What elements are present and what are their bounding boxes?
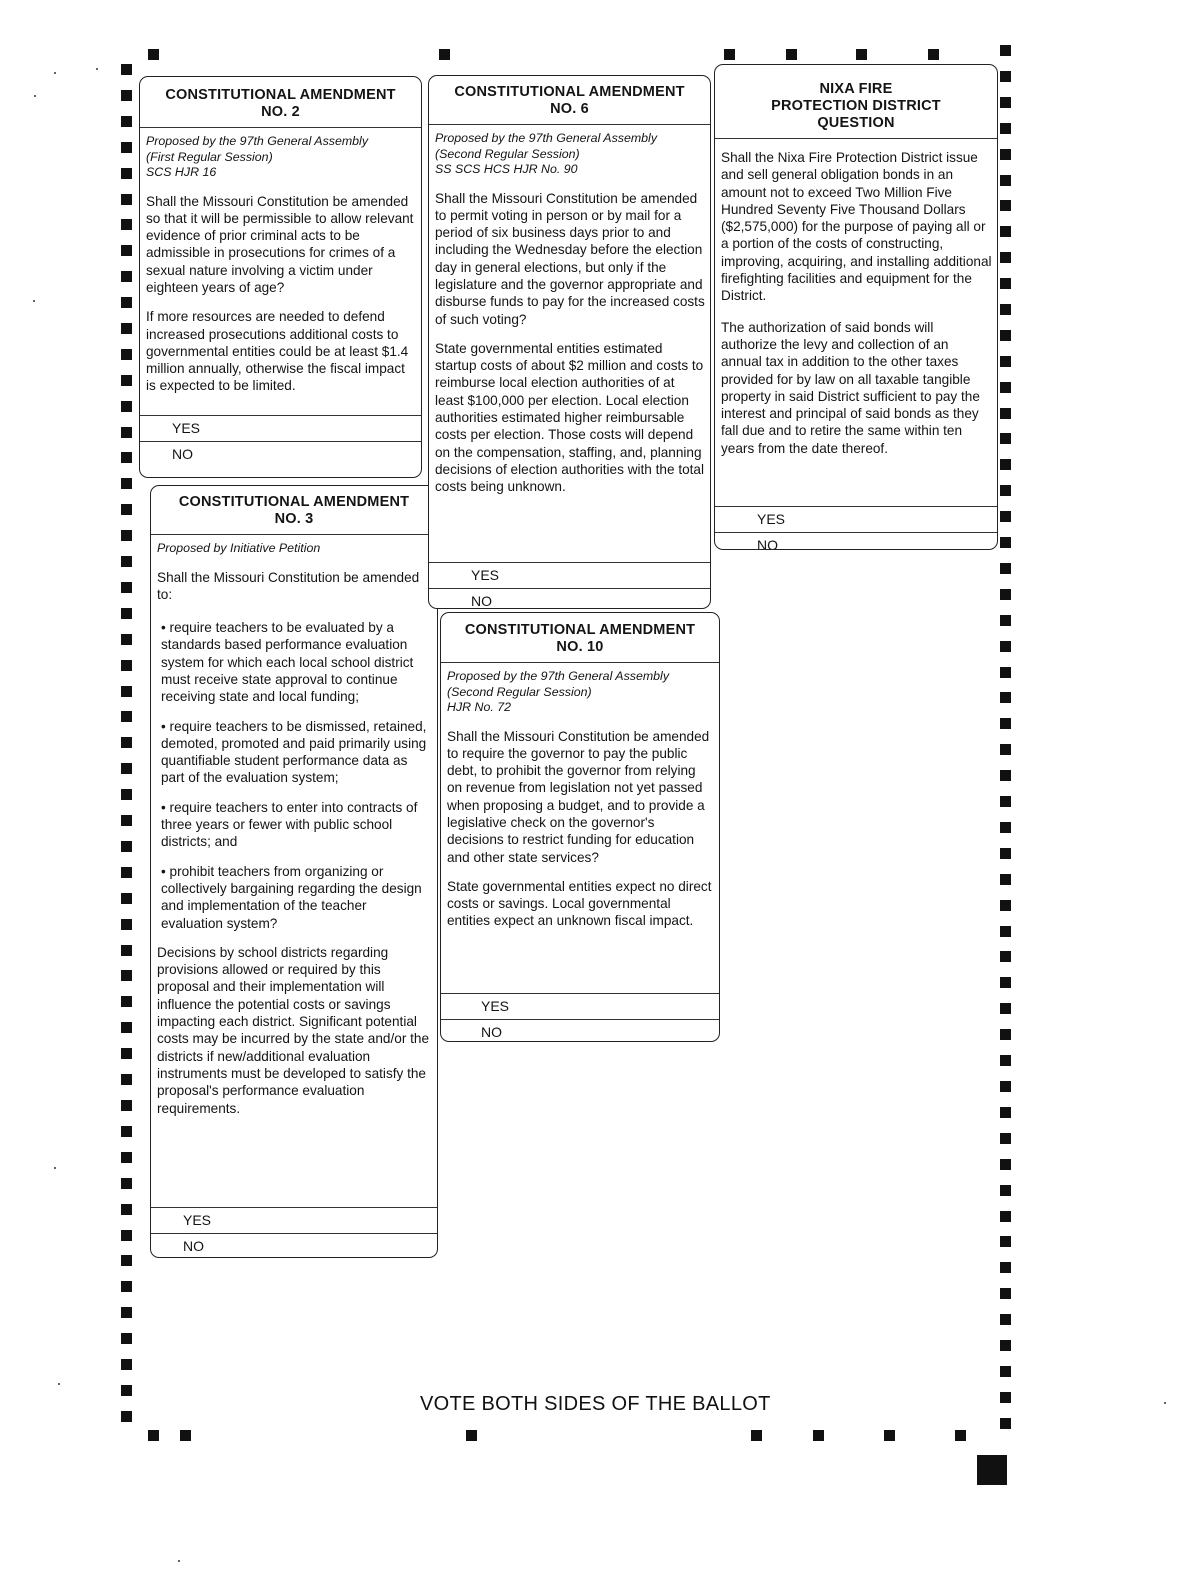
timing-mark: [1000, 356, 1011, 367]
proposer-line: HJR No. 72: [447, 700, 512, 714]
timing-mark: [1000, 1003, 1011, 1014]
timing-mark: [121, 349, 132, 360]
proposer-info: [157, 541, 432, 557]
timing-mark: [121, 608, 132, 619]
timing-mark: [1000, 1211, 1011, 1222]
timing-mark: [786, 49, 797, 60]
question-bullet: • require teachers to be evaluated by a standards based performance evaluation system for which each local school district must receive state approval to continue receiving state and local funding;: [161, 620, 414, 705]
title-line: NO. 10: [556, 639, 604, 655]
timing-mark: [1000, 1236, 1011, 1247]
question-bullet: • prohibit teachers from organizing or collectively bargaining regarding the design and implementation of the teacher evaluation system?: [161, 863, 422, 931]
timing-mark: [121, 1204, 132, 1215]
proposer-line: SS SCS HCS HJR No. 90: [435, 162, 578, 176]
timing-mark: [121, 1281, 132, 1292]
timing-mark: [1000, 1081, 1011, 1092]
title-line: CONSTITUTIONAL AMENDMENT: [165, 87, 396, 103]
amendment-10-contest: [440, 612, 720, 1042]
timing-mark: [1000, 1133, 1011, 1144]
timing-mark: [1000, 433, 1011, 444]
timing-mark: [1000, 97, 1011, 108]
timing-mark: [1000, 1366, 1011, 1377]
timing-mark: [1000, 1262, 1011, 1273]
yes-option[interactable]: YES: [429, 562, 710, 588]
title-line: CONSTITUTIONAL AMENDMENT: [178, 494, 410, 510]
title-line: NO. 6: [550, 101, 589, 117]
timing-mark: [121, 1022, 132, 1033]
timing-mark: [121, 815, 132, 826]
timing-mark: [1000, 71, 1011, 82]
timing-mark: [121, 841, 132, 852]
timing-mark: [121, 1100, 132, 1111]
timing-mark: [1000, 1340, 1011, 1351]
timing-mark: [1000, 1029, 1011, 1040]
timing-mark: [1000, 718, 1011, 729]
yes-option[interactable]: YES: [151, 1207, 437, 1233]
timing-mark: [121, 737, 132, 748]
proposer-info: [435, 131, 705, 178]
timing-mark: [1000, 537, 1011, 548]
stray-dot: [1164, 1402, 1166, 1404]
timing-mark: [1000, 459, 1011, 470]
timing-mark: [121, 168, 132, 179]
timing-mark: [121, 789, 132, 800]
timing-mark: [1000, 848, 1011, 859]
timing-mark: [1000, 951, 1011, 962]
title-line: NO. 3: [274, 511, 314, 527]
proposer-line: (Second Regular Session): [435, 146, 580, 161]
timing-mark: [1000, 1159, 1011, 1170]
contest-title: [140, 77, 421, 128]
timing-mark: [1000, 926, 1011, 937]
proposer-line: Proposed by Initiative Petition: [157, 541, 321, 555]
title-line: CONSTITUTIONAL AMENDMENT: [464, 622, 696, 638]
timing-mark: [1000, 615, 1011, 626]
title-line: NO. 2: [261, 104, 300, 120]
stray-dot: [33, 300, 35, 302]
timing-mark: [121, 271, 132, 282]
timing-mark: [1000, 149, 1011, 160]
timing-mark: [1000, 977, 1011, 988]
timing-mark: [466, 1430, 477, 1441]
timing-mark: [121, 504, 132, 515]
timing-mark: [121, 1359, 132, 1370]
timing-mark: [1000, 252, 1011, 263]
timing-mark: [121, 64, 132, 75]
timing-mark: [724, 49, 735, 60]
proposer-line: Proposed by the 97th General Assembly: [447, 669, 670, 683]
ballot-question: Shall the Missouri Constitution be amended to require the governor to pay the public debt, to prohibit the governor from relying on revenue from legislation not yet passed when proposing a budget, and to provide a legislative check on the governor's decisions to restrict funding for education and other state services?: [447, 728, 710, 865]
yes-option[interactable]: YES: [441, 993, 719, 1019]
ballot-footer-instruction: VOTE BOTH SIDES OF THE BALLOT: [420, 1393, 771, 1415]
timing-mark: [813, 1430, 824, 1441]
no-option[interactable]: NO: [151, 1233, 437, 1258]
no-option[interactable]: NO: [441, 1019, 719, 1042]
timing-mark: [121, 375, 132, 386]
timing-mark: [121, 556, 132, 567]
proposer-line: (First Regular Session): [146, 149, 273, 164]
timing-mark: [977, 1455, 1007, 1485]
proposer-line: Proposed by the 97th General Assembly: [435, 131, 658, 145]
question-bullet: • require teachers to enter into contracts of three years or fewer with public school districts; and: [161, 799, 418, 850]
proposer-line: Proposed by the 97th General Assembly: [146, 134, 369, 148]
timing-mark: [884, 1430, 895, 1441]
contest-title: [151, 486, 437, 535]
stray-dot: [54, 1167, 56, 1169]
yes-option[interactable]: YES: [715, 506, 997, 532]
timing-mark: [121, 1126, 132, 1137]
timing-mark: [1000, 1314, 1011, 1325]
timing-mark: [121, 1074, 132, 1085]
stray-dot: [96, 68, 98, 70]
timing-mark: [180, 1430, 191, 1441]
timing-mark: [121, 1333, 132, 1344]
timing-mark: [1000, 45, 1011, 56]
contest-title: [441, 613, 719, 663]
timing-mark: [121, 660, 132, 671]
timing-mark: [751, 1430, 762, 1441]
timing-mark: [1000, 822, 1011, 833]
timing-mark: [121, 945, 132, 956]
timing-mark: [121, 530, 132, 541]
timing-mark: [121, 297, 132, 308]
timing-mark: [1000, 485, 1011, 496]
timing-mark: [121, 970, 132, 981]
contest-title: [715, 65, 997, 139]
timing-mark: [121, 452, 132, 463]
timing-mark: [121, 1255, 132, 1266]
proposer-line: (Second Regular Session): [447, 684, 592, 699]
title-line: QUESTION: [817, 115, 895, 131]
timing-mark: [1000, 278, 1011, 289]
fiscal-note: The authorization of said bonds will authorize the levy and collection of an annual tax in addition to the other taxes provided for by law on all taxable tangible property in said District sufficient to pay the interest and principal of said bonds as they fall due and to retire the same within ten years from the date thereof.: [721, 319, 980, 456]
nixa-fire-question-contest: [714, 64, 998, 550]
timing-mark: [121, 427, 132, 438]
timing-mark: [928, 49, 939, 60]
fiscal-note: State governmental entities expect no direct costs or savings. Local governmental entities expect an unknown fiscal impact.: [447, 878, 712, 929]
timing-mark: [121, 996, 132, 1007]
proposer-info: [447, 669, 714, 716]
timing-mark: [1000, 304, 1011, 315]
title-line: CONSTITUTIONAL AMENDMENT: [454, 84, 685, 100]
ballot-question: Shall the Missouri Constitution be amended to:: [157, 569, 420, 602]
amendment-3-contest: [150, 485, 438, 1258]
timing-mark: [1000, 123, 1011, 134]
timing-mark: [1000, 1288, 1011, 1299]
proposer-info: [146, 134, 416, 181]
timing-mark: [439, 49, 450, 60]
timing-mark: [121, 1307, 132, 1318]
stray-dot: [34, 95, 36, 97]
timing-mark: [121, 142, 132, 153]
fiscal-note: State governmental entities estimated startup costs of about $2 million and costs to reimburse local election authorities of at least $100,000 per election. Local election authorities estimated higher reimbursable costs per election. Those costs will depend on the compensation, staffing, and, planning decisions of election authorities with the total costs being unknown.: [435, 340, 705, 495]
timing-mark: [121, 401, 132, 412]
yes-option[interactable]: YES: [140, 415, 421, 441]
timing-mark: [1000, 563, 1011, 574]
timing-mark: [121, 919, 132, 930]
timing-mark: [1000, 200, 1011, 211]
timing-mark: [1000, 408, 1011, 419]
timing-mark: [1000, 744, 1011, 755]
timing-mark: [121, 893, 132, 904]
stray-dot: [58, 1383, 60, 1385]
amendment-6-contest: [428, 75, 711, 609]
timing-mark: [121, 219, 132, 230]
timing-mark: [121, 867, 132, 878]
timing-mark: [1000, 226, 1011, 237]
timing-mark: [1000, 874, 1011, 885]
ballot-question: Shall the Nixa Fire Protection District issue and sell general obligation bonds in an amount not to exceed Two Million Five Hundred Seventy Five Thousand Dollars ($2,575,000) for the purpose of paying all or a portion of the costs of constructing, improving, acquiring, and installing additional firefighting facilities and equipment for the District.: [721, 150, 992, 304]
timing-mark: [121, 1152, 132, 1163]
question-bullet: • require teachers to be dismissed, retained, demoted, promoted and paid primarily using quantifiable student performance data as part of the evaluation system;: [161, 718, 427, 786]
stray-dot: [178, 1560, 180, 1562]
contest-title: [429, 76, 710, 125]
no-option[interactable]: NO: [429, 588, 710, 609]
timing-mark: [1000, 1418, 1011, 1429]
timing-mark: [1000, 796, 1011, 807]
no-option[interactable]: NO: [715, 532, 997, 550]
stray-dot: [54, 72, 56, 74]
timing-mark: [1000, 1055, 1011, 1066]
timing-mark: [121, 1385, 132, 1396]
timing-mark: [1000, 1107, 1011, 1118]
title-line: PROTECTION DISTRICT: [771, 98, 941, 114]
fiscal-note: If more resources are needed to defend increased prosecutions additional costs to governmental entities could be at least $1.4 million annually, otherwise the fiscal impact is expected to be limited.: [146, 309, 409, 394]
timing-mark: [1000, 667, 1011, 678]
timing-mark: [1000, 382, 1011, 393]
timing-mark: [121, 194, 132, 205]
timing-mark: [121, 711, 132, 722]
timing-mark: [121, 1230, 132, 1241]
ballot-question: Shall the Missouri Constitution be amended to permit voting in person or by mail for a period of six business days prior to and including the Wednesday before the election day in general elections, but only if the legislature and the governor appropriate and disburse funds to pay for the increased costs of such voting?: [435, 190, 705, 327]
timing-mark: [1000, 900, 1011, 911]
timing-mark: [121, 686, 132, 697]
no-option[interactable]: NO: [140, 441, 421, 467]
ballot-question: Shall the Missouri Constitution be amended so that it will be permissible to allow relevant evidence of prior criminal acts to be admissible in prosecutions for crimes of a sexual nature involving a victim under eighteen years of age?: [146, 193, 414, 295]
timing-mark: [1000, 770, 1011, 781]
timing-mark: [121, 116, 132, 127]
timing-mark: [1000, 175, 1011, 186]
timing-mark: [121, 1178, 132, 1189]
timing-mark: [121, 582, 132, 593]
timing-mark: [121, 634, 132, 645]
fiscal-note: Decisions by school districts regarding provisions allowed or required by this proposal and their implementation will influence the potential costs or savings impacting each district. Significant potential costs may be incurred by the state and/or the districts if new/additional evaluation instruments must be developed to satisfy the proposal's performance evaluation requirements.: [157, 944, 430, 1116]
timing-mark: [1000, 511, 1011, 522]
timing-mark: [1000, 692, 1011, 703]
timing-mark: [856, 49, 867, 60]
amendment-2-contest: [139, 76, 422, 478]
timing-mark: [121, 1411, 132, 1422]
timing-mark: [121, 478, 132, 489]
timing-mark: [121, 245, 132, 256]
timing-mark: [1000, 589, 1011, 600]
timing-mark: [1000, 641, 1011, 652]
timing-mark: [148, 1430, 159, 1441]
proposer-line: SCS HJR 16: [146, 165, 217, 179]
timing-mark: [148, 49, 159, 60]
title-line: NIXA FIRE: [819, 81, 893, 97]
timing-mark: [1000, 330, 1011, 341]
timing-mark: [121, 323, 132, 334]
timing-mark: [121, 763, 132, 774]
timing-mark: [1000, 1392, 1011, 1403]
timing-mark: [121, 1048, 132, 1059]
timing-mark: [121, 90, 132, 101]
timing-mark: [1000, 1185, 1011, 1196]
timing-mark: [955, 1430, 966, 1441]
